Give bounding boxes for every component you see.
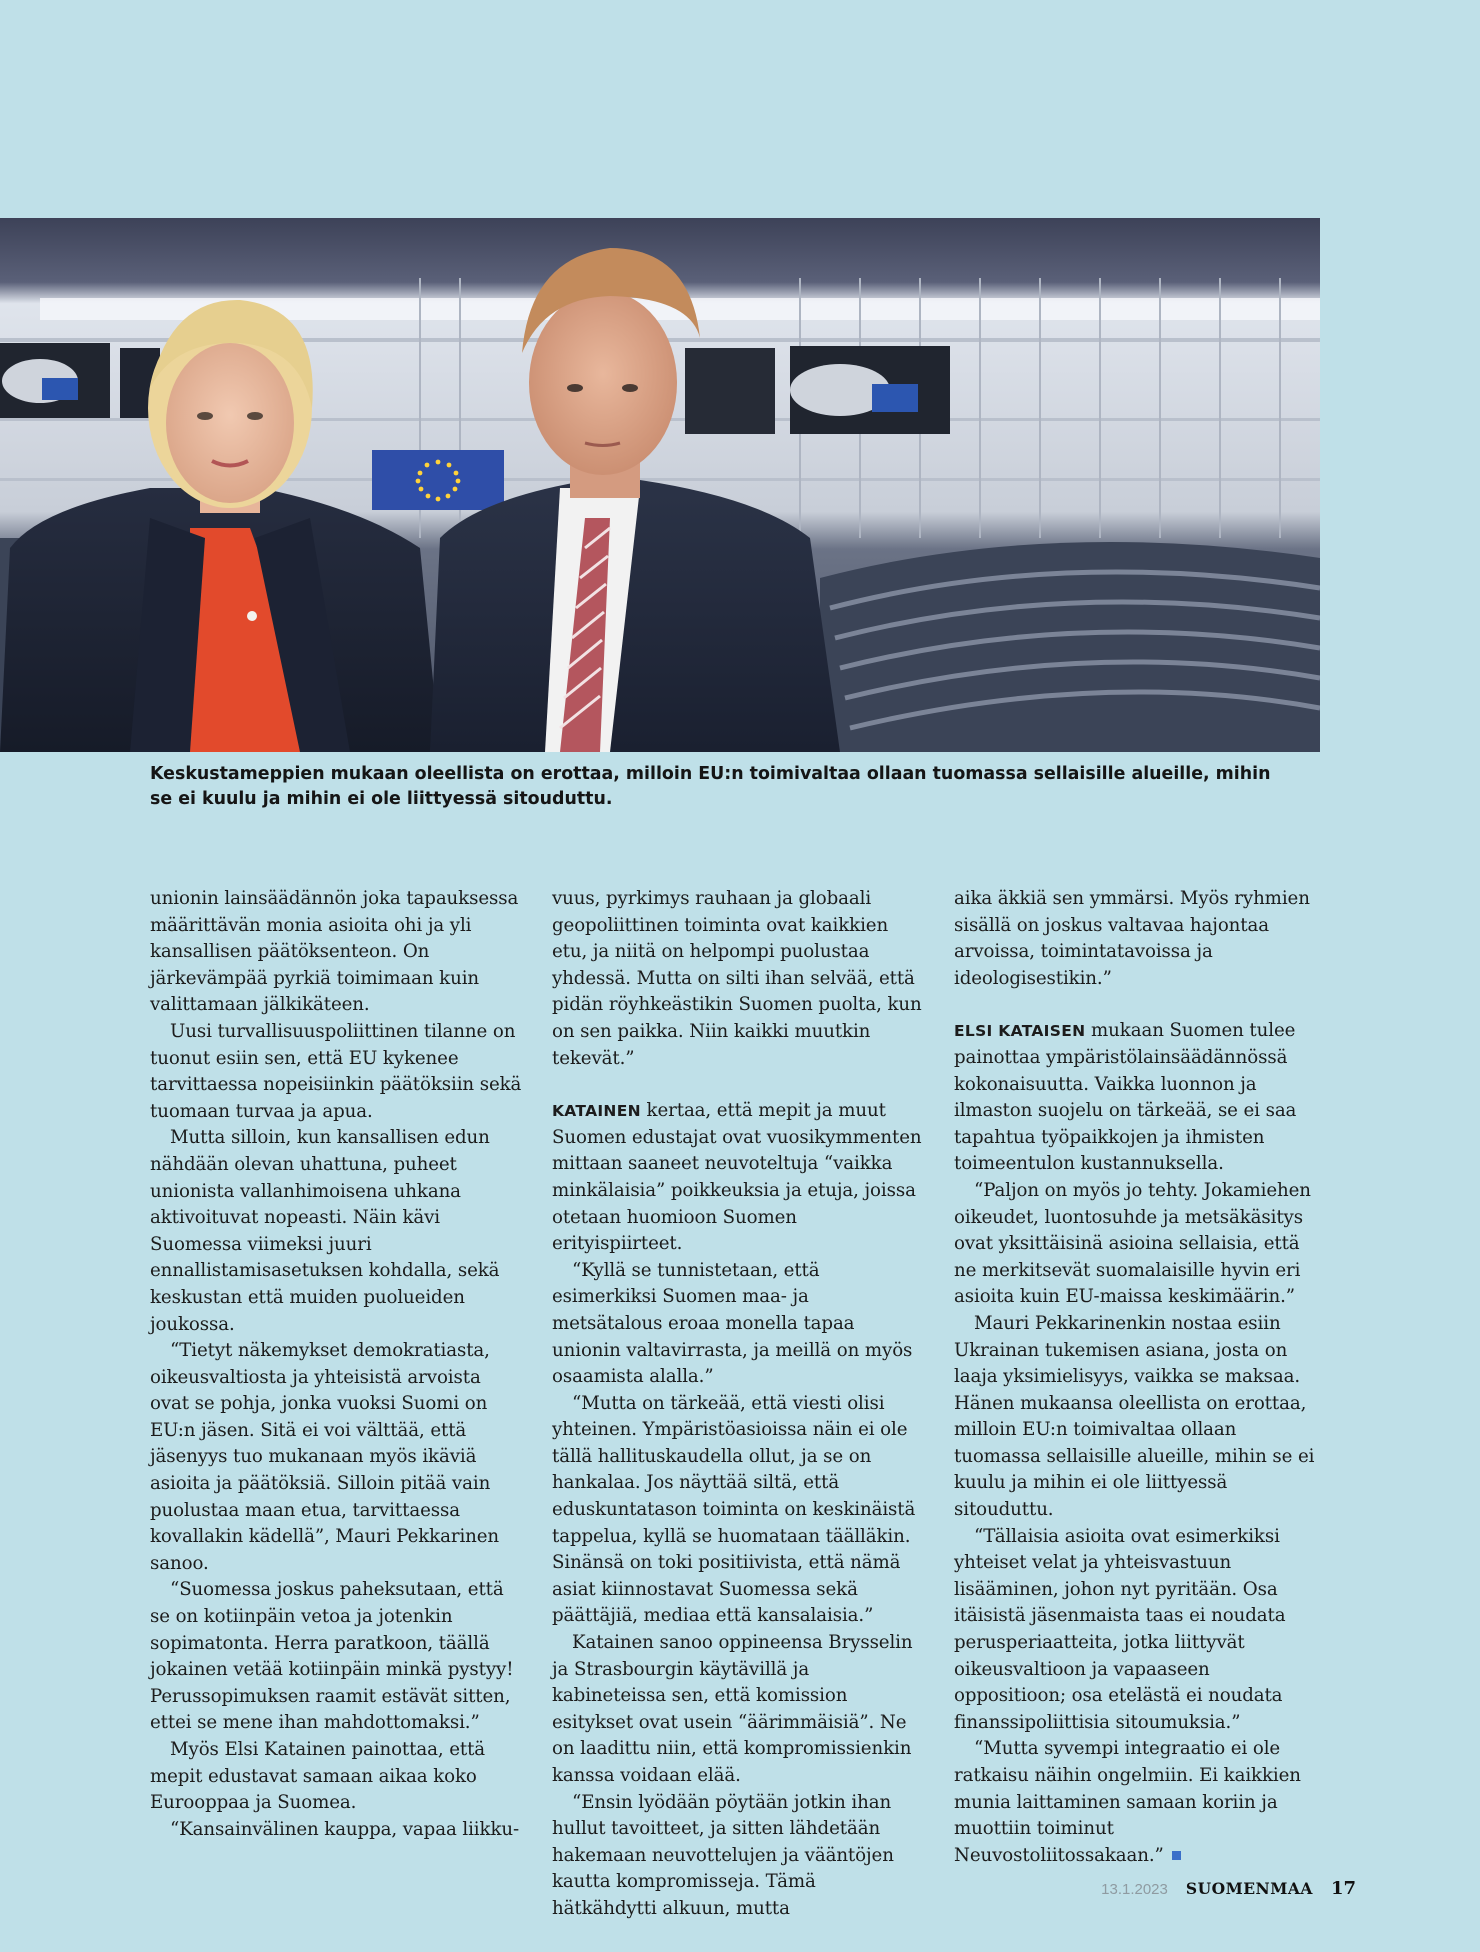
paragraph-final: [954, 1736, 1326, 1869]
paragraph-with-lead: [552, 1098, 924, 1258]
section-lead-word: ELSI KATAISEN: [954, 1022, 1086, 1041]
paragraph: Myös Elsi Katainen painottaa, että mepit edustavat samaan aikaa koko Eurooppaa ja Suomea.: [150, 1739, 486, 1814]
paragraph: Mutta silloin, kun kansallisen edun nähdään olevan uhattuna, puheet unionista vallanhimoisena uhkana aktivoituvat nopeasti. Näin kävi Suomessa viimeksi juuri ennallistamisasetuksen kohdalla, sekä keskustan että muiden puolueiden joukossa.: [150, 1127, 500, 1335]
page-footer: [1101, 1878, 1356, 1899]
magazine-name: SUOMENMAA: [1185, 1879, 1313, 1898]
paragraph: “Mutta on tärkeää, että viesti olisi yhteinen. Ympäristöasioissa näin ei ole tällä hallituskaudella ollut, ja se on hankalaa. Jos näyttää siltä, että eduskuntatason toiminta on keskinäistä tappelua, kyllä se huomataan täälläkin. Sinänsä on toki positiivista, että nämä asiat kiinnostavat Suomessa sekä päättäjiä, mediaa että kansalaisia.”: [552, 1392, 916, 1627]
paragraph: Uusi turvallisuuspoliittinen tilanne on tuonut esiin sen, että EU kykenee tarvittaessa nopeisiinkin päätöksiin sekä tuomaan turvaa ja apua.: [150, 1020, 522, 1122]
paragraph: vuus, pyrkimys rauhaan ja globaali geopoliittinen toiminta ovat kaikkien etu, ja niitä on helpompi puolustaa yhdessä. Mutta on silti ihan selvää, että pidän röyhkeästikin Suomen puolta, kun on sen paikka. Niin kaikki muutkin tekevät.”: [552, 888, 922, 1069]
paragraph: “Kansainvälinen kauppa, vapaa liikku-: [170, 1818, 520, 1840]
section-lead-word: KATAINEN: [552, 1102, 641, 1121]
paragraph: “Kyllä se tunnistetaan, että esimerkiksi Suomen maa- ja metsätalous eroaa monella tapaa unionin valtavirrasta, ja meillä on myös osaamista alalla.”: [552, 1259, 913, 1388]
issue-date: 13.1.2023: [1101, 1881, 1168, 1898]
paragraph: unionin lainsäädännön joka tapauksessa määrittävän monia asioita ohi ja yli kansallisen päätöksenteon. On järkevämpää pyrkiä toimimaan kuin valittamaan jälkikäteen.: [150, 888, 519, 1016]
photo-caption: Keskustameppien mukaan oleellista on erottaa, milloin EU:n toimivaltaa ollaan tuomassa sellaisille alueille, mihin se ei kuulu ja mihin ei ole liittyessä sitouduttu.: [150, 764, 1271, 809]
paragraph-text: “Mutta syvempi integraatio ei ole ratkaisu näihin ongelmiin. Ei kaikkien munia laittaminen samaan koriin ja muottiin toiminut Neuvostoliitossakaan.”: [954, 1738, 1301, 1866]
paragraph: “Tietyt näkemykset demokratiasta, oikeusvaltiosta ja yhteisistä arvoista ovat se pohja, jonka vuoksi Suomi on EU:n jäsen. Sitä ei voi välttää, että jäsenyys tuo mukanaan myös ikäviä asioita ja päätöksiä. Silloin pitää vain puolustaa maan etua, tarvittaessa kovallakin kädellä”, Mauri Pekkarinen sanoo.: [150, 1340, 500, 1574]
paragraph: Katainen sanoo oppineensa Brysselin ja Strasbourgin käytävillä ja kabineteissa sen, että komission esitykset ovat usein “äärimmäisiä”. Ne on laadittu niin, että kompromissienkin kanssa voidaan elää.: [552, 1632, 913, 1786]
paragraph: aika äkkiä sen ymmärsi. Myös ryhmien sisällä on joskus valtavaa hajontaa arvoissa, toimintatavoissa ja ideologisestikin.”: [954, 888, 1310, 989]
article-column-3: [954, 886, 1326, 1869]
paragraph: “Tällaisia asioita ovat esimerkiksi yhteiset velat ja yhteisvastuun lisääminen, johon nyt pyritään. Osa itäisistä jäsenmaista taas ei noudata perusperiaatteita, jotka liittyvät oikeusvaltioon ja vapaaseen oppositioon; osa etelästä ei noudata finanssipoliittisia sitoumuksia.”: [954, 1525, 1286, 1733]
paragraph-text: kertaa, että mepit ja muut Suomen edustajat ovat vuosikymmenten mittaan saaneet neuvoteltuja “vaikka minkälaisia” poikkeuksia ja etuja, joissa otetaan huomioon Suomen erityispiirteet.: [552, 1100, 922, 1255]
paragraph: “Suomessa joskus paheksutaan, että se on kotiinpäin vetoa ja jotenkin sopimatonta. Herra paratkoon, täällä jokainen vetää kotiinpäin minkä pystyy! Perussopimuksen raamit estävät sitten, ettei se mene ihan mahdottomaksi.”: [150, 1579, 514, 1734]
article-photo: [0, 218, 1320, 752]
photo-illustration: [0, 218, 1320, 752]
article-column-2: [552, 886, 924, 1923]
paragraph: Mauri Pekkarinenkin nostaa esiin Ukrainan tukemisen asiana, josta on laaja yksimielisyys, vaikka se maksaa. Hänen mukaansa oleellista on erottaa, milloin EU:n toimivaltaa ollaan tuomassa sellaisille alueille, mihin se ei kuulu ja mihin ei ole liittyessä sitouduttu.: [954, 1312, 1315, 1521]
article-column-1: [150, 886, 522, 1843]
paragraph-with-lead: [954, 1018, 1326, 1178]
paragraph: “Ensin lyödään pöytään jotkin ihan hullut tavoitteet, ja sitten lähdetään hakemaan neuvottelujen ja vääntöjen kautta kompromisseja. Tämä hätkähdytti alkuun, mutta: [552, 1791, 894, 1919]
paragraph: “Paljon on myös jo tehty. Jokamiehen oikeudet, luontosuhde ja metsäkäsitys ovat yksittäisinä asioina sellaisia, että ne merkitsevät suomalaisille hyvin eri asioita kuin EU-maissa keskimäärin.”: [954, 1179, 1311, 1308]
paragraph-text: mukaan Suomen tulee painottaa ympäristölainsäädännössä kokonaisuutta. Vaikka luonnon ja ilmaston suojelu on tärkeää, se ei saa tapahtua työpaikkojen ja ihmisten toimeentulon kustannuksella.: [954, 1020, 1297, 1175]
end-of-article-icon: [1172, 1851, 1181, 1860]
page-number: 17: [1330, 1878, 1356, 1899]
